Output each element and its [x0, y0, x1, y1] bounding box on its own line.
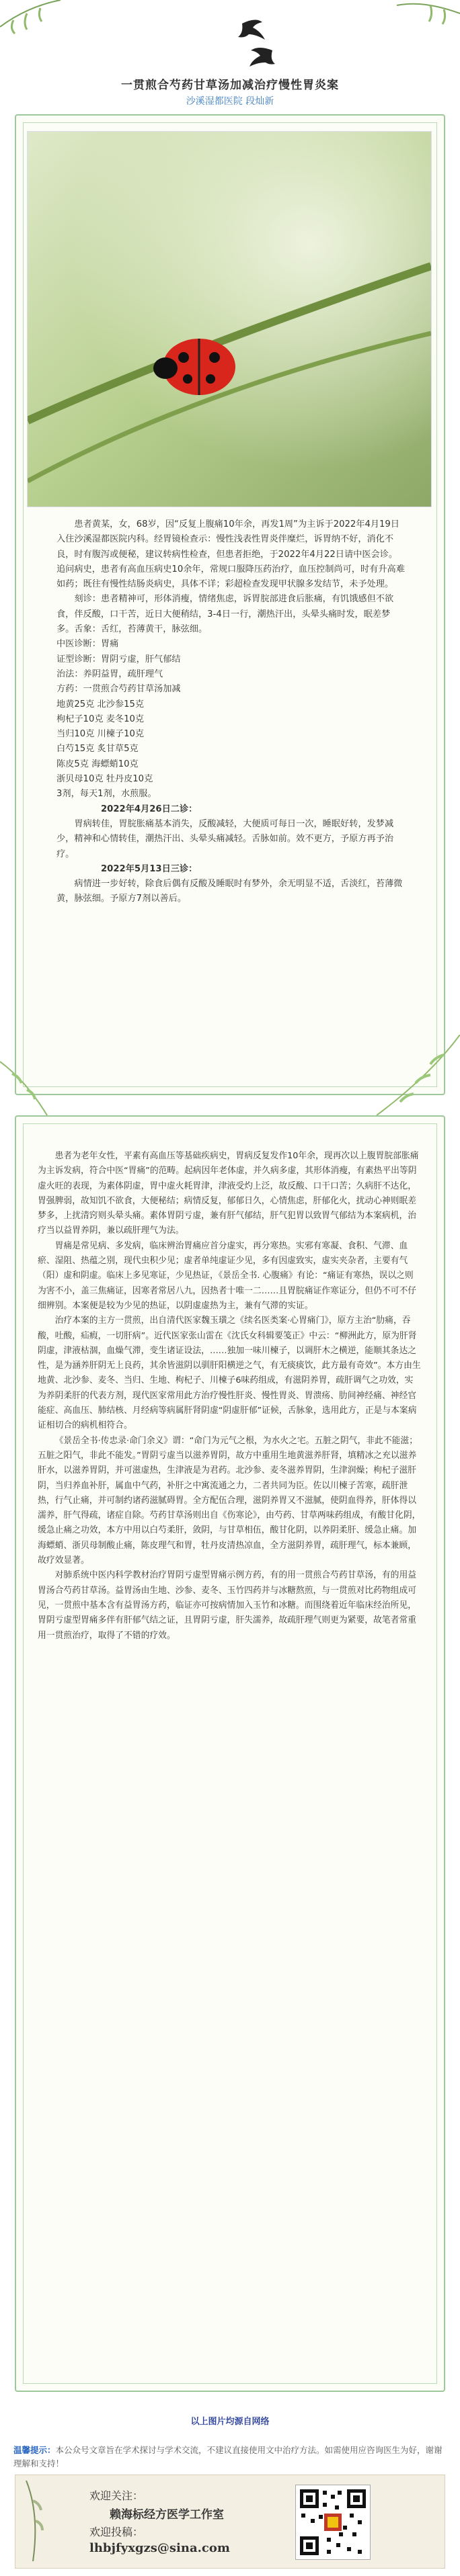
visit-heading: 2022年5月13日三诊：: [101, 863, 198, 874]
case-paragraph: 胃病转佳，胃脘胀痛基本消失，反酸减轻，大便质可每日一次，睡眠好转，发梦减少，精神和心情转佳，潮热汗出、头晕头痛减轻。舌脉如前。效不更方，予原方再予治疗。: [56, 818, 394, 859]
discussion-paragraph: 《景岳全书·传忠录·命门余义》谓：“命门为元气之根，为水火之宅。五脏之阴气，非此不能滋；五脏之阳气，非此不能发。”胃阴亏虚当以滋养胃阴，故方中重用生地黄滋养肝肾，填精冰之充以滋养肝水，以滋养胃阴，并可滋虚热，生津液是为君药。北沙参、麦冬滋养胃阴，生津润燥；枸杞子滋肝阴，当归养血补肝，属血中气药，补肝之中寓流通之力，二者共同为臣。佐以川楝子苦寒，疏肝泄热，行气止痛，并可制约诸药滋腻碍胃。全方配伍合理，滋阴养胃又不滋腻，使阴血得养，肝体得以濡养，肝气得疏，诸症自除。芍药甘草汤则出自《伤寒论》，由芍药、甘草两味药组成，有酸甘化阴，缓急止痛之功效，本方中用以白芍柔肝，敛阴，与甘草相伍，酸甘化阴，以养阴柔肝、缓急止痛。加海螵蛸、浙贝母制酸止痛，陈皮理气和胃，牡丹皮清热凉血，全方滋阴养胃，疏肝理气，标本兼顾，故疗效显著。: [38, 1435, 421, 1566]
discussion-paragraph: 对肺系统中医内科学教材治疗胃阴亏虚型胃痛示例方药，有的用一贯煎合芍药甘草汤，有的用益胃汤合芍药甘草汤。益胃汤由生地、沙参、麦冬、玉竹四药并与冰糖熬煎，与一贯煎对比药物组成可见，一贯煎中基本含有益胃汤方药，临证亦可按病情加入玉竹和冰糖。而围绕着近年临床经治所见，胃阴亏虚型胃痛多伴有肝郁气结之证，且胃阴亏虚，肝失濡养，故疏肝理气则更为紧要，故笔者常重用一贯煎治疗，取得了不错的疗效。: [38, 1570, 417, 1641]
swallow-icon: [238, 19, 265, 40]
discussion-body: [38, 1149, 421, 1643]
case-line: 治法：养阴益胃，疏肝理气: [56, 669, 163, 679]
disclaimer: [13, 2444, 447, 2471]
follow-label: 欢迎关注：: [89, 2489, 144, 2502]
case-paragraph: 刻诊：患者精神可，形体消瘦，情绪焦虑，诉胃脘部进食后胀痛，有饥饿感但不欲食，伴反酸，口干苦，近日大便稍结，3-4日一行，潮热汗出，头晕头痛时发，眠差梦多。舌象：舌红，苔薄黄干，脉弦细。: [56, 594, 394, 635]
case-line: 中医诊断：胃痛: [56, 639, 119, 650]
case-body: [56, 517, 406, 907]
studio-name: 赖海标经方医学工作室: [110, 2508, 224, 2522]
willow-decoration: [0, 1035, 460, 1122]
case-line: 陈皮5克 海螵蛸10克: [56, 759, 139, 769]
case-paragraph: 病情进一步好转，除食后偶有反酸及睡眠时有梦外，余无明显不适，舌淡红，苔薄微黄，脉弦细。予原方7剂以善后。: [56, 879, 403, 904]
disclaimer-label: 温馨提示：: [13, 2445, 56, 2455]
visit-heading: 2022年4月26日二诊：: [101, 804, 198, 814]
case-paragraph: 患者黄某，女，68岁，因“反复上腹痛10年余，再发1周”为主诉于2022年4月19日入住沙溪湿都医院内科。经胃镜检查示：慢性浅表性胃炎伴糜烂，诉胃纳不好，消化不良，时有腹泻或便秘，建议转病性检查，但患者拒绝，于2022年4月22日请中医会诊。追问病史，患者有高血压病史10余年，常规口服降压药治疗，血压控制尚可，时有升高难如药；既往有慢性结肠炎病史，具体不详；彩超检查发现甲状腺多发结节，未予处理。: [56, 519, 405, 590]
ladybug-photo: [27, 131, 432, 507]
header-decoration: [0, 0, 460, 81]
case-line: 地黄25克 北沙参15克: [56, 699, 145, 710]
swallow-icon: [250, 48, 275, 67]
discussion-paragraph: 治疗本案的主方一贯煎，出自清代医家魏玉璜之《续名医类案·心胃痛门》，原方主治“肋痛，吞酸，吐酸，疝瘕，一切肝病”。近代医家张山雷在《沈氏女科辑要笺正》中云：“柳洲此方，原为肝肾阴虚，津液枯涸，血燥气滞，变生诸证设法，……独加一味川楝子，以调肝木之横逆，能顺其条达之性，是为涵养肝阴无上良药，其余皆滋阴以驯肝阳横逆之气，有无痰痰饮，此方最有奇效”。本方由生地黄、北沙参、麦冬、当归、生地、枸杞子、川楝子6味药组成，有滋阴养胃，疏肝调气之功效，实为养阴柔肝的代表方剂，现代医家常用此方治疗慢性肝炎、慢性胃炎、胃溃疡、肋间神经痛、神经官能症、高血压、肺结核、月经病等病属肝肾阴虚“阴虚肝郁”证候，舌脉象，选用此方，正是与本案病证相切合的病机相符合。: [38, 1316, 421, 1431]
case-line: 枸杞子10克 麦冬10克: [56, 714, 145, 724]
article-subtitle: 沙溪湿都医院 段灿新: [186, 96, 274, 107]
case-line: 白芍15克 炙甘草5克: [56, 744, 139, 755]
disclaimer-text: 本公众号文章旨在学术探讨与学术交流，不建议直接使用文中治疗方法。如需使用应咨询医生为好，谢谢理解和支持！: [13, 2445, 443, 2468]
case-line: 浙贝母10克 牡丹皮10克: [56, 774, 153, 785]
willow-icon: [20, 2481, 60, 2561]
image-source-note: 以上图片均源自网络: [190, 2417, 270, 2427]
case-line: 3剂，每天1剂，水煎服。: [56, 789, 157, 800]
case-line: 当归10克 川楝子10克: [56, 729, 145, 740]
submission-email[interactable]: lhbjfyxgzs@sina.com: [89, 2541, 230, 2555]
article-title: 一贯煎合芍药甘草汤加减治疗慢性胃炎案: [121, 79, 339, 92]
discussion-paragraph: 胃痛是常见病、多发病，临床辨治胃痛应首分虚实，再分寒热。实邪有寒凝、食积、气滞、血瘀、湿阻、热蕴之别，现代虫积少见；虚者单纯虚证少见，多有因虚致实，虚实夹杂者，主要有气（阳）虚和阴虚。临床上多见寒证，少见热证，《景岳全书. 心腹痛》有论：“痛证有寒热，误以之则为害不小，盖三焦痛证，因寒者常居八九，因热者十唯一二……且胃脘痛证作寒证分，但仍不可不仔细辨别。本案便是较为少见的热证，以阴虚虚热为主，兼有气滞的实证。: [38, 1240, 417, 1311]
submission-label: 欢迎投稿：: [89, 2526, 144, 2538]
qr-code-icon[interactable]: [295, 2485, 371, 2560]
discussion-paragraph: 患者为老年女性，平素有高血压等基础疾病史，胃病反复发作10年余，现再次以上腹胃脘部胀痛为主诉发病，符合中医“胃痛”的范畴。起病因年老体虚，并久病多虚，其形体消瘦，有素热平出等阴虚火旺的表现，为素体阴虚，胃中虚火耗胃津，津液受灼上泛，故反酸、口干口苦；久病肝不达化，胃强脾弱，故知饥不欲食，大便秘结；病情反复，郁郁日久，心情焦虑，肝郁化火，扰动心神则眠差梦多，上扰清窍则头晕头痛。素体胃阴亏虚，兼有肝气郁结，肝气犯胃以致胃气郁结为本案病机，治疗当以益胃养阴，兼以疏肝理气为法。: [38, 1151, 419, 1236]
case-line: 方药：一贯煎合芍药甘草汤加减: [56, 684, 181, 695]
case-line: 证型诊断：胃阴亏虚，肝气郁结: [56, 654, 181, 664]
footer-banner: [15, 2475, 445, 2569]
